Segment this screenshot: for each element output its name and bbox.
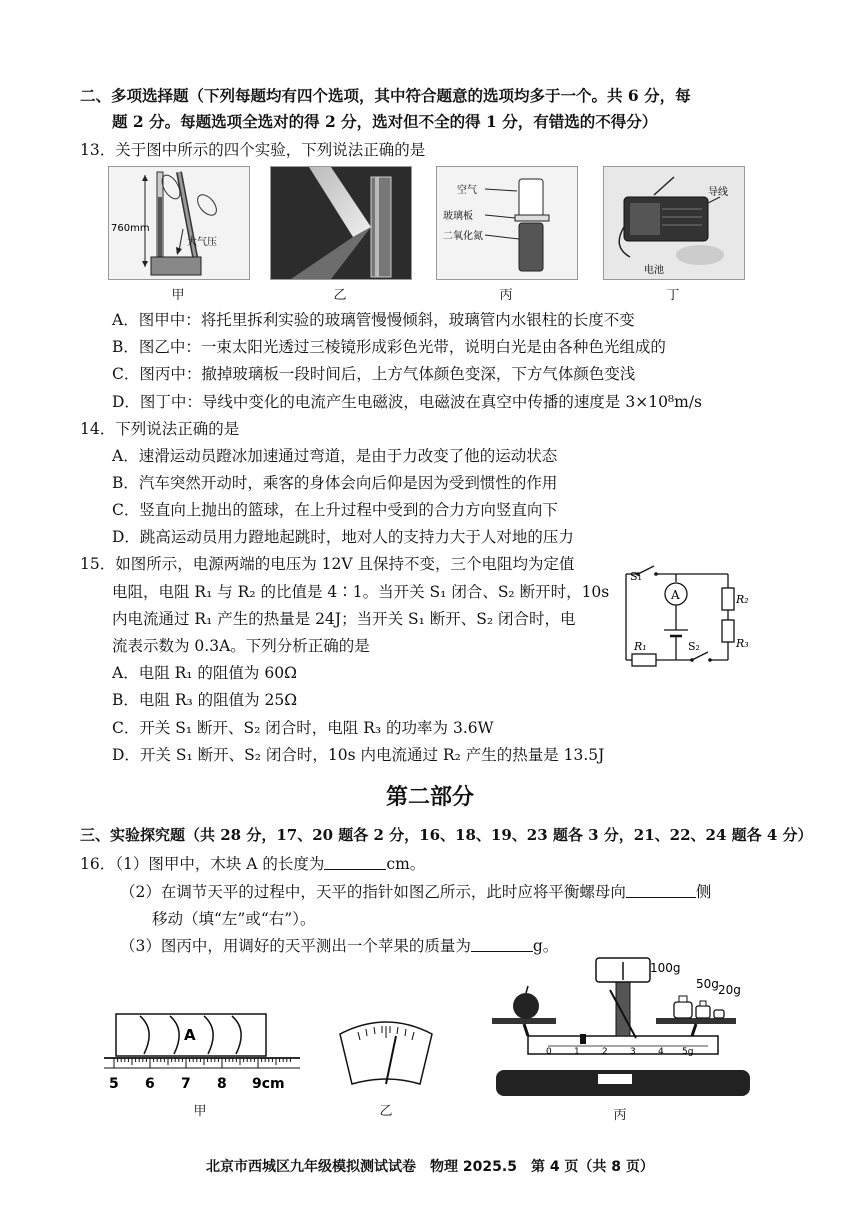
q13-caption-jia: 甲	[171, 288, 185, 303]
q15-option-c: C．开关 S₁ 断开、S₂ 闭合时，电阻 R₃ 的功率为 3.6W	[112, 719, 494, 737]
scale-tick-3: 3	[630, 1047, 636, 1057]
q15-line3: 内电流通过 R₁ 产生的热量是 24J；当开关 S₁ 断开、S₂ 闭合时，电	[112, 610, 576, 628]
q16-figure-ruler	[104, 1010, 300, 1094]
circuit-s1-label: S₁	[630, 570, 642, 583]
part2-title: 第二部分	[385, 785, 474, 810]
q13-figure-jia	[108, 166, 250, 280]
ruler-tick-8: 8	[217, 1076, 227, 1092]
q14-option-c: C．竖直向上抛出的篮球，在上升过程中受到的合力方向竖直向下	[112, 501, 558, 519]
scale-tick-2: 2	[602, 1047, 608, 1057]
circuit-s2-label: S₂	[688, 640, 700, 653]
q15-line1: 15．如图所示，电源两端的电压为 12V 且保持不变，三个电阻均为定值	[80, 555, 575, 573]
ding-wire-label: 导线	[708, 187, 728, 198]
q14-option-b: B．汽车突然开动时，乘客的身体会向后仰是因为受到惯性的作用	[112, 474, 558, 492]
q16-part1	[80, 852, 425, 874]
bing-glass-label: 玻璃板	[443, 211, 473, 222]
q16-part3-text: （3）图丙中，用调好的天平测出一个苹果的质量为	[120, 937, 471, 955]
scale-tick-0: 0	[546, 1047, 552, 1057]
circuit-r3-label: R₃	[736, 637, 749, 650]
q16-caption-bing: 丙	[613, 1108, 627, 1123]
weight-50g: 50g	[696, 977, 719, 991]
q13-figure-yi	[270, 166, 412, 280]
circuit-r2-label: R₂	[736, 593, 749, 606]
q16-part2-side: 侧	[695, 883, 712, 901]
section2-line1: 二、多项选择题（下列每题均有四个选项，其中符合题意的选项均多于一个。共 6 分，每	[80, 86, 691, 105]
scale-tick-4: 4	[658, 1047, 664, 1057]
ruler-tick-6: 6	[145, 1076, 155, 1092]
q14-stem: 14．下列说法正确的是	[80, 420, 240, 438]
q13-figure-ding	[603, 166, 745, 280]
q14-option-d: D．跳高运动员用力蹬地起跳时，地对人的支持力大于人对地的压力	[112, 528, 574, 546]
q13-option-a: A．图甲中：将托里拆利实验的玻璃管慢慢倾斜，玻璃管内水银柱的长度不变	[112, 311, 635, 329]
q16-caption-yi: 乙	[379, 1104, 393, 1119]
section2-line2: 题 2 分。每题选项全选对的得 2 分，选对但不全的得 1 分，有错选的不得分）	[112, 112, 658, 131]
q16-part2-blank[interactable]	[626, 883, 696, 898]
q16-part3-unit: g。	[532, 937, 559, 955]
q13-option-d: D．图丁中：导线中变化的电流产生电磁波，电磁波在真空中传播的速度是 3×10⁸m/s	[112, 393, 703, 411]
q15-option-b: B．电阻 R₃ 的阻值为 25Ω	[112, 691, 298, 709]
q16-part2-cont: 移动（填“左”或“右”）。	[152, 910, 316, 928]
q13-stem: 13．关于图中所示的四个实验，下列说法正确的是	[80, 141, 426, 159]
q13-caption-ding: 丁	[666, 288, 680, 303]
q16-part1-blank[interactable]	[324, 855, 386, 870]
q16-figure-balance	[488, 950, 758, 1102]
q13-option-b: B．图乙中：一束太阳光透过三棱镜形成彩色光带，说明白光是由各种色光组成的	[112, 338, 666, 356]
q16-part1-unit: cm。	[386, 855, 426, 873]
ruler-block-label: A	[184, 1026, 196, 1044]
q16-figure-pointer	[336, 1014, 436, 1094]
ruler-tick-7: 7	[181, 1076, 191, 1092]
q13-caption-bing: 丙	[499, 288, 513, 303]
ruler-tick-5: 5	[109, 1076, 119, 1092]
ruler-tick-9cm: 9cm	[252, 1076, 285, 1092]
weight-100g: 100g	[650, 961, 681, 975]
section3-header: 三、实验探究题（共 28 分，17、20 题各 2 分，16、18、19、23 题各 3 分，21、22、24 题各 4 分）	[80, 826, 813, 844]
scale-tick-1: 1	[574, 1047, 580, 1057]
q16-caption-jia: 甲	[193, 1104, 207, 1119]
circuit-r1-label: R₁	[634, 640, 647, 653]
q13-figure-bing	[436, 166, 578, 280]
q16-part2-text: （2）在调节天平的过程中，天平的指针如图乙所示，此时应将平衡螺母向	[120, 883, 626, 901]
scale-tick-5g: 5g	[682, 1047, 694, 1057]
q16-part2	[120, 880, 711, 902]
bing-no2-label: 二氧化氮	[443, 231, 483, 242]
ding-battery-label: 电池	[644, 265, 664, 276]
q15-option-a: A．电阻 R₁ 的阻值为 60Ω	[112, 664, 297, 682]
ruler-ticks	[114, 1058, 290, 1068]
q15-option-d: D．开关 S₁ 断开、S₂ 闭合时，10s 内电流通过 R₂ 产生的热量是 13.5J	[112, 746, 605, 764]
jia-pressure-label: 大气压	[187, 237, 217, 248]
jia-height-label: 760mm	[111, 223, 150, 234]
circuit-ammeter-label: A	[671, 588, 680, 602]
q15-line4: 流表示数为 0.3A。下列分析正确的是	[112, 637, 370, 655]
q13-caption-yi: 乙	[333, 288, 347, 303]
q14-option-a: A．速滑运动员蹬冰加速通过弯道，是由于力改变了他的运动状态	[112, 447, 558, 465]
q13-option-c: C．图丙中：撤掉玻璃板一段时间后，上方气体颜色变深，下方气体颜色变浅	[112, 365, 636, 383]
bing-air-label: 空气	[457, 185, 477, 196]
q15-circuit-diagram	[618, 560, 758, 670]
page-footer: 北京市西城区九年级模拟测试试卷 物理 2025.5 第 4 页（共 8 页）	[206, 1159, 654, 1175]
q16-part1-text: 16．（1）图甲中，木块 A 的长度为	[80, 855, 325, 873]
weight-20g: 20g	[718, 983, 741, 997]
q15-line2: 电阻，电阻 R₁ 与 R₂ 的比值是 4∶1。当开关 S₁ 闭合、S₂ 断开时，10s	[112, 583, 610, 601]
